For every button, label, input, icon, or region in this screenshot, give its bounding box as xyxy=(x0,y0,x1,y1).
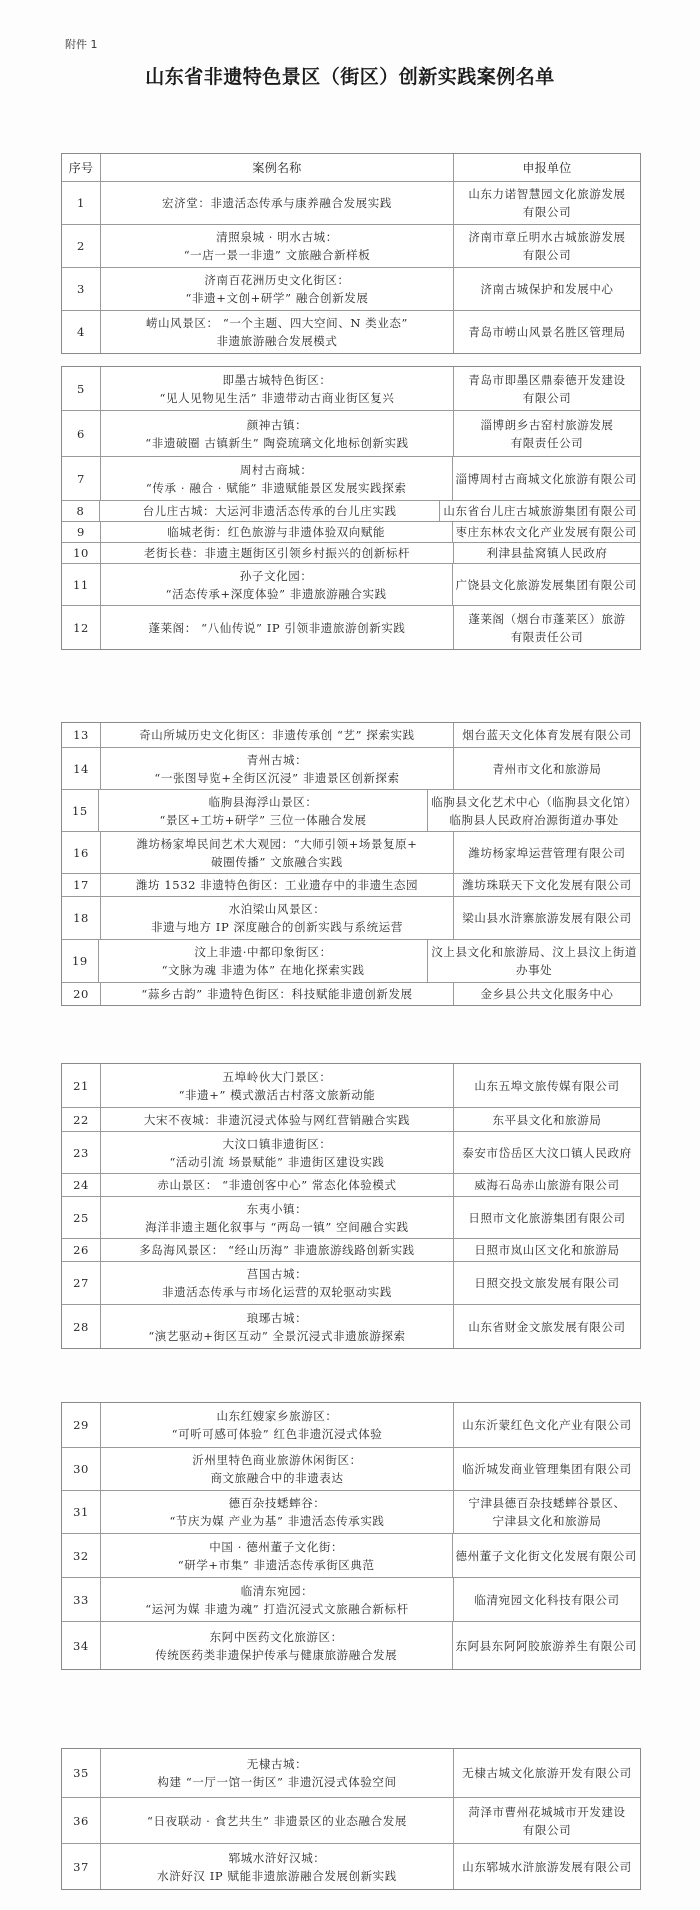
applicant-unit-line: 有限公司 xyxy=(522,205,572,219)
row-seq-number: 17 xyxy=(62,874,101,896)
applicant-unit-line: 有限责任公司 xyxy=(510,629,584,644)
case-name-line: 海洋非遗主题化叙事与 “两岛一镇” 空间融合实践 xyxy=(145,1219,409,1234)
row-seq-number: 13 xyxy=(62,723,101,747)
row-seq-number: 9 xyxy=(62,522,101,542)
case-name-line: 大宋不夜城：非遗沉浸式体验与网红营销融合实践 xyxy=(143,1112,411,1127)
table-row xyxy=(62,831,640,873)
case-name-cell xyxy=(101,1262,454,1304)
applicant-unit-cell xyxy=(454,1403,640,1447)
table-row xyxy=(62,1238,640,1261)
applicant-unit-line: 宁津县德百杂技蟋蟀谷景区、 xyxy=(468,1496,626,1510)
case-name-line: “非遗+” 模式激活古村落文旅新动能 xyxy=(178,1087,376,1102)
applicant-unit-line: 山东省财金文旅发展有限公司 xyxy=(468,1319,626,1334)
case-name-cell xyxy=(101,1197,454,1238)
table-row xyxy=(62,181,640,224)
applicant-unit-cell xyxy=(454,1108,640,1131)
case-name-cell xyxy=(101,1749,454,1797)
applicant-unit-line: 青州市文化和旅游局 xyxy=(492,761,602,776)
case-name-line: 构建 “一厅一馆一街区” 非遗沉浸式体验空间 xyxy=(157,1775,397,1789)
case-name-cell xyxy=(101,1622,453,1669)
applicant-unit-cell xyxy=(428,940,640,982)
table-row xyxy=(62,1064,640,1107)
case-name-line: 周村古商城： xyxy=(239,462,313,477)
row-seq-number: 22 xyxy=(62,1108,101,1131)
table-row xyxy=(62,1107,640,1131)
table-row xyxy=(62,224,640,267)
table-row xyxy=(62,1131,640,1173)
table-row xyxy=(62,1261,640,1304)
applicant-unit-cell xyxy=(454,311,640,353)
applicant-unit-cell xyxy=(454,874,640,896)
applicant-unit-line: 青岛市即墨区鼎泰德开发建设 xyxy=(468,372,626,387)
case-name-line: 即墨古城特色街区： xyxy=(222,372,332,387)
case-name-line: 东阿中医药文化旅游区： xyxy=(209,1629,343,1644)
applicant-unit-cell xyxy=(454,1064,640,1107)
applicant-unit-line: 菏泽市曹州花城城市开发建设 xyxy=(468,1804,626,1819)
row-seq-number: 4 xyxy=(62,311,101,353)
case-name-cell xyxy=(101,1132,454,1173)
applicant-unit-cell xyxy=(454,1197,640,1238)
table-row xyxy=(62,1797,640,1843)
header-seq: 序号 xyxy=(62,154,101,181)
case-name-line: 临城老街：红色旅游与非遗体验双向赋能 xyxy=(167,525,386,539)
applicant-unit-cell xyxy=(454,1491,640,1533)
table-header-row xyxy=(62,154,640,181)
applicant-unit-cell xyxy=(454,1262,640,1304)
case-name-cell xyxy=(101,457,453,500)
case-name-cell xyxy=(101,311,454,353)
row-seq-number: 19 xyxy=(62,940,99,982)
applicant-unit-line: 无棣古城文化旅游开发有限公司 xyxy=(462,1766,632,1780)
applicant-unit-cell xyxy=(454,1578,640,1621)
table-row xyxy=(62,456,640,500)
applicant-unit-cell xyxy=(454,367,640,410)
case-name-line: 大汶口镇非遗街区： xyxy=(222,1136,332,1151)
case-name-line: 孙子文化园： xyxy=(239,568,313,583)
case-name-cell xyxy=(101,983,454,1005)
applicant-unit-line: 蓬莱阁（烟台市蓬莱区）旅游 xyxy=(468,611,626,626)
row-seq-number: 29 xyxy=(62,1403,101,1447)
applicant-unit-cell xyxy=(454,268,640,310)
row-seq-number: 8 xyxy=(62,501,100,521)
row-seq-number: 26 xyxy=(62,1239,101,1261)
applicant-unit-line: 日照市岚山区文化和旅游局 xyxy=(474,1243,620,1257)
case-name-cell xyxy=(101,225,454,267)
case-name-line: “文脉为魂 非遗为体” 在地化探索实践 xyxy=(161,963,365,977)
applicant-unit-cell xyxy=(454,1239,640,1261)
table-block-2 xyxy=(61,366,641,650)
applicant-unit-line: 潍坊珠联天下文化发展有限公司 xyxy=(462,878,632,892)
row-seq-number: 16 xyxy=(62,832,101,873)
row-seq-number: 11 xyxy=(62,564,101,605)
table-row xyxy=(62,367,640,410)
row-seq-number: 34 xyxy=(62,1622,101,1669)
applicant-unit-line: 金乡县公共文化服务中心 xyxy=(480,987,614,1001)
case-name-line: 清照泉城 · 明水古城： xyxy=(216,230,338,244)
case-name-line: “节庆为媒 产业为基” 非遗活态传承实践 xyxy=(169,1514,385,1528)
case-name-line: 赤山景区： “非遗创客中心” 常态化体验模式 xyxy=(157,1178,397,1192)
case-name-line: “传承 · 融合 · 赋能” 非遗赋能景区发展实践探索 xyxy=(145,480,407,495)
applicant-unit-line: 利津县盐窝镇人民政府 xyxy=(486,546,608,560)
case-name-line: “一张图导览+全街区沉浸” 非遗景区创新探索 xyxy=(154,770,400,785)
case-name-cell xyxy=(101,1798,454,1843)
case-name-line: “见人见物见生活” 非遗带动古商业街区复兴 xyxy=(159,390,395,405)
applicant-unit-line: 枣庄东林农文化产业发展有限公司 xyxy=(455,525,637,539)
case-name-line: 山东红嫂家乡旅游区： xyxy=(216,1409,338,1423)
case-name-cell xyxy=(101,1491,454,1533)
case-name-line: “日夜联动 · 食艺共生” 非遗景区的业态融合发展 xyxy=(147,1813,407,1828)
row-seq-number: 33 xyxy=(62,1578,101,1621)
header-applicant: 申报单位 xyxy=(522,160,572,175)
table-block-6 xyxy=(61,1748,641,1890)
applicant-unit-cell xyxy=(453,1622,641,1669)
case-name-line: 德百杂技蟋蟀谷： xyxy=(228,1496,326,1510)
case-name-cell xyxy=(101,1448,454,1490)
case-name-cell xyxy=(101,268,454,310)
applicant-unit-cell xyxy=(454,1174,640,1196)
table-block-1 xyxy=(61,153,641,354)
applicant-unit-cell xyxy=(454,225,640,267)
case-name-cell xyxy=(101,411,454,456)
applicant-unit-line: 济南古城保护和发展中心 xyxy=(480,282,614,296)
row-seq-number: 14 xyxy=(62,748,101,789)
case-name-line: 潍坊 1532 非遗特色街区：工业遗存中的非遗生态园 xyxy=(135,878,419,892)
applicant-unit-line: 青岛市崂山风景名胜区管理局 xyxy=(468,325,626,339)
row-seq-number: 24 xyxy=(62,1174,101,1196)
attachment-label: 附件 1 xyxy=(65,38,98,51)
case-name-line: 济南百花洲历史文化街区： xyxy=(204,273,350,287)
case-name-line: 水浒好汉 IP 赋能非遗旅游融合发展创新实践 xyxy=(157,1868,397,1883)
row-seq-number: 6 xyxy=(62,411,101,456)
applicant-unit-cell xyxy=(454,1448,640,1490)
table-row xyxy=(62,939,640,982)
row-seq-number: 3 xyxy=(62,268,101,310)
row-seq-number: 25 xyxy=(62,1197,101,1238)
row-seq-number: 5 xyxy=(62,367,101,410)
table-row xyxy=(62,1533,640,1577)
case-name-line: 非遗活态传承与市场化运营的双轮驱动实践 xyxy=(162,1285,392,1299)
case-name-cell xyxy=(101,1403,454,1447)
applicant-unit-cell xyxy=(454,606,640,649)
applicant-unit-cell xyxy=(454,1798,640,1843)
table-row xyxy=(62,1843,640,1889)
table-row xyxy=(62,521,640,542)
table-row xyxy=(62,1196,640,1238)
applicant-unit-line: 山东力诺智慧园文化旅游发展 xyxy=(468,187,626,201)
table-row xyxy=(62,605,640,649)
row-seq-number: 20 xyxy=(62,983,101,1005)
case-name-cell xyxy=(101,543,454,563)
applicant-unit-line: 山东郓城水浒旅游发展有限公司 xyxy=(462,1859,632,1874)
case-name-line: 汶上非遗·中都印象街区： xyxy=(194,945,332,959)
case-name-line: “活态传承+深度体验” 非遗旅游融合实践 xyxy=(165,586,387,601)
case-name-cell xyxy=(101,1578,454,1621)
case-name-line: 沂州里特色商业旅游休闲街区： xyxy=(192,1453,362,1467)
case-name-cell xyxy=(99,790,428,831)
case-name-cell xyxy=(101,1064,454,1107)
case-name-line: 临清东宛园： xyxy=(240,1583,314,1598)
applicant-unit-line: 汶上县文化和旅游局、汶上县汶上街道 xyxy=(431,945,637,959)
case-name-line: 临朐县海浮山景区： xyxy=(208,794,318,809)
applicant-unit-line: 有限公司 xyxy=(522,248,572,262)
table-row xyxy=(62,789,640,831)
case-name-line: 蓬莱阁： “八仙传说” IP 引领非遗旅游创新实践 xyxy=(148,620,406,635)
page-title: 山东省非遗特色景区（街区）创新实践案例名单 xyxy=(145,66,555,88)
row-seq-number: 1 xyxy=(62,182,101,224)
applicant-unit-line: 宁津县文化和旅游局 xyxy=(492,1514,602,1528)
applicant-unit-line: 有限公司 xyxy=(522,390,572,405)
applicant-unit-cell xyxy=(454,832,640,873)
applicant-unit-line: 梁山县水浒寨旅游发展有限公司 xyxy=(462,911,632,925)
applicant-unit-line: 广饶县文化旅游发展集团有限公司 xyxy=(455,577,637,592)
applicant-unit-cell xyxy=(453,522,641,542)
table-row xyxy=(62,542,640,563)
applicant-unit-cell xyxy=(454,723,640,747)
row-seq-number: 12 xyxy=(62,606,101,649)
row-seq-number: 15 xyxy=(62,790,99,831)
case-name-cell xyxy=(101,1108,454,1131)
applicant-unit-line: 淄博周村古商城文化旅游有限公司 xyxy=(455,471,637,486)
case-name-line: 无棣古城： xyxy=(246,1757,308,1771)
applicant-unit-line: 临朐县人民政府冶源街道办事处 xyxy=(449,812,619,827)
case-name-line: 东夷小镇： xyxy=(246,1201,308,1216)
case-name-line: 郓城水浒好汉城： xyxy=(228,1850,326,1865)
case-name-cell xyxy=(101,1844,454,1889)
row-seq-number: 37 xyxy=(62,1844,101,1889)
applicant-unit-cell xyxy=(453,1534,641,1577)
row-seq-number: 27 xyxy=(62,1262,101,1304)
applicant-unit-cell xyxy=(454,1844,640,1889)
header-case-name: 案例名称 xyxy=(101,154,454,181)
table-row xyxy=(62,563,640,605)
applicant-unit-cell xyxy=(454,182,640,224)
case-name-line: 颜神古镇： xyxy=(246,417,308,432)
case-name-cell xyxy=(101,874,454,896)
table-row xyxy=(62,500,640,521)
case-name-line: “研学+市集” 非遗活态传承街区典范 xyxy=(177,1557,375,1572)
applicant-unit-line: 日照市文化旅游集团有限公司 xyxy=(468,1210,626,1225)
table-row xyxy=(62,1621,640,1669)
applicant-unit-line: 山东省台儿庄古城旅游集团有限公司 xyxy=(443,504,637,518)
table-block-4 xyxy=(61,1063,641,1349)
applicant-unit-line: 威海石岛赤山旅游有限公司 xyxy=(474,1178,620,1192)
case-name-line: 破圈传播” 文旅融合实践 xyxy=(211,854,343,869)
case-name-cell xyxy=(101,748,454,789)
applicant-unit-line: 办事处 xyxy=(515,963,553,977)
table-row xyxy=(62,1447,640,1490)
case-name-cell xyxy=(101,367,454,410)
case-name-line: 水泊梁山风景区： xyxy=(228,902,326,916)
case-name-line: 非遗旅游融合发展模式 xyxy=(216,334,338,348)
case-name-line: “非遗+文创+研学” 融合创新发展 xyxy=(185,291,369,305)
case-name-line: 台儿庄古城：大运河非遗活态传承的台儿庄实践 xyxy=(142,504,397,518)
table-row xyxy=(62,1403,640,1447)
case-name-line: “景区+工坊+研学” 三位一体融合发展 xyxy=(159,812,367,827)
case-name-cell xyxy=(101,832,454,873)
case-name-line: 崂山风景区： “一个主题、四大空间、N 类业态” xyxy=(145,316,409,330)
applicant-unit-cell xyxy=(428,790,640,831)
applicant-unit-line: 有限公司 xyxy=(522,1822,572,1837)
applicant-unit-cell xyxy=(453,564,641,605)
table-row xyxy=(62,723,640,747)
row-seq-number: 28 xyxy=(62,1305,101,1348)
case-name-line: 传统医药类非遗保护传承与健康旅游融合发展 xyxy=(155,1647,398,1662)
applicant-unit-cell xyxy=(454,1132,640,1173)
case-name-line: “一店一景一非遗” 文旅融合新样板 xyxy=(183,248,371,262)
table-block-5 xyxy=(61,1402,641,1670)
case-name-line: 中国 · 德州董子文化街： xyxy=(209,1539,344,1554)
case-name-line: 五埠岭伙大门景区： xyxy=(222,1069,332,1084)
case-name-cell xyxy=(101,606,454,649)
applicant-unit-line: 济南市章丘明水古城旅游发展 xyxy=(468,230,626,244)
applicant-unit-line: 潍坊杨家埠运营管理有限公司 xyxy=(468,845,626,860)
row-seq-number: 31 xyxy=(62,1491,101,1533)
table-row xyxy=(62,1749,640,1797)
applicant-unit-cell xyxy=(454,897,640,939)
case-name-cell xyxy=(101,522,453,542)
applicant-unit-cell xyxy=(454,411,640,456)
row-seq-number: 36 xyxy=(62,1798,101,1843)
applicant-unit-line: 泰安市岱岳区大汶口镇人民政府 xyxy=(462,1145,632,1160)
row-seq-number: 2 xyxy=(62,225,101,267)
applicant-unit-line: 临朐县文化艺术中心（临朐县文化馆） xyxy=(431,794,637,809)
case-name-line: “蒜乡古韵” 非遗特色街区：科技赋能非遗创新发展 xyxy=(141,987,413,1001)
case-name-line: 商文旅融合中的非遗表达 xyxy=(210,1471,344,1485)
row-seq-number: 35 xyxy=(62,1749,101,1797)
row-seq-number: 21 xyxy=(62,1064,101,1107)
table-row xyxy=(62,1304,640,1348)
case-name-cell xyxy=(101,1239,454,1261)
applicant-unit-line: 德州董子文化街文化发展有限公司 xyxy=(455,1548,637,1563)
applicant-unit-line: 有限责任公司 xyxy=(510,435,584,450)
applicant-unit-line: 临清宛园文化科技有限公司 xyxy=(474,1592,620,1607)
applicant-unit-line: 淄博朗乡古窑村旅游发展 xyxy=(480,417,614,432)
applicant-unit-line: 山东沂蒙红色文化产业有限公司 xyxy=(462,1418,632,1432)
applicant-unit-line: 日照交投文旅发展有限公司 xyxy=(474,1276,620,1290)
applicant-unit-cell xyxy=(454,1305,640,1348)
applicant-unit-line: 临沂城发商业管理集团有限公司 xyxy=(462,1462,632,1476)
row-seq-number: 7 xyxy=(62,457,101,500)
case-name-line: “可听可感可体验” 红色非遗沉浸式体验 xyxy=(171,1427,383,1441)
table-row xyxy=(62,1173,640,1196)
row-seq-number: 32 xyxy=(62,1534,101,1577)
case-name-cell xyxy=(99,940,428,982)
applicant-unit-cell xyxy=(440,501,640,521)
table-row xyxy=(62,410,640,456)
case-name-line: 多岛海风景区： “经山历海” 非遗旅游线路创新实践 xyxy=(139,1243,415,1257)
row-seq-number: 23 xyxy=(62,1132,101,1173)
row-seq-number: 18 xyxy=(62,897,101,939)
case-name-line: 宏济堂：非遗活态传承与康养融合发展实践 xyxy=(162,196,392,210)
case-name-cell xyxy=(101,1534,453,1577)
case-name-line: 老街长巷：非遗主题街区引领乡村振兴的创新标杆 xyxy=(143,546,411,560)
case-name-line: 奇山所城历史文化街区：非遗传承创 “艺” 探索实践 xyxy=(139,728,415,742)
applicant-unit-line: 东平县文化和旅游局 xyxy=(492,1112,602,1127)
applicant-unit-cell xyxy=(454,1749,640,1797)
case-name-line: “运河为媒 非遗为魂” 打造沉浸式文旅融合新标杆 xyxy=(145,1601,409,1616)
applicant-unit-cell xyxy=(454,748,640,789)
case-name-cell xyxy=(101,897,454,939)
table-row xyxy=(62,873,640,896)
case-name-cell xyxy=(101,1305,454,1348)
case-name-line: 莒国古城： xyxy=(246,1267,308,1281)
table-row xyxy=(62,982,640,1005)
case-name-line: “非遗破圈 古镇新生” 陶瓷琉璃文化地标创新实践 xyxy=(145,435,409,450)
case-name-line: 潍坊杨家埠民间艺术大观园：“大师引领+场景复原+ xyxy=(136,836,418,851)
table-block-3 xyxy=(61,722,641,1006)
case-name-line: 琅琊古城： xyxy=(246,1310,308,1325)
applicant-unit-line: 烟台蓝天文化体育发展有限公司 xyxy=(462,728,632,742)
applicant-unit-cell xyxy=(454,983,640,1005)
row-seq-number: 30 xyxy=(62,1448,101,1490)
table-row xyxy=(62,267,640,310)
table-row xyxy=(62,1577,640,1621)
case-name-cell xyxy=(101,1174,454,1196)
applicant-unit-line: 山东五埠文旅传媒有限公司 xyxy=(474,1078,620,1093)
case-name-cell xyxy=(100,501,441,521)
case-name-line: “活动引流 场景赋能” 非遗街区建设实践 xyxy=(169,1154,385,1169)
table-row xyxy=(62,1490,640,1533)
applicant-unit-line: 东阿县东阿阿胶旅游养生有限公司 xyxy=(455,1638,637,1653)
case-name-cell xyxy=(101,182,454,224)
table-row xyxy=(62,747,640,789)
table-row xyxy=(62,896,640,939)
case-name-cell xyxy=(101,723,454,747)
applicant-unit-cell xyxy=(453,457,641,500)
table-row xyxy=(62,310,640,353)
case-name-line: “演艺驱动+街区互动” 全景沉浸式非遗旅游探索 xyxy=(148,1328,406,1343)
case-name-cell xyxy=(101,564,453,605)
applicant-unit-cell xyxy=(454,543,640,563)
case-name-line: 青州古城： xyxy=(246,752,308,767)
row-seq-number: 10 xyxy=(62,543,101,563)
case-name-line: 非遗与地方 IP 深度融合的创新实践与系统运营 xyxy=(151,920,403,934)
